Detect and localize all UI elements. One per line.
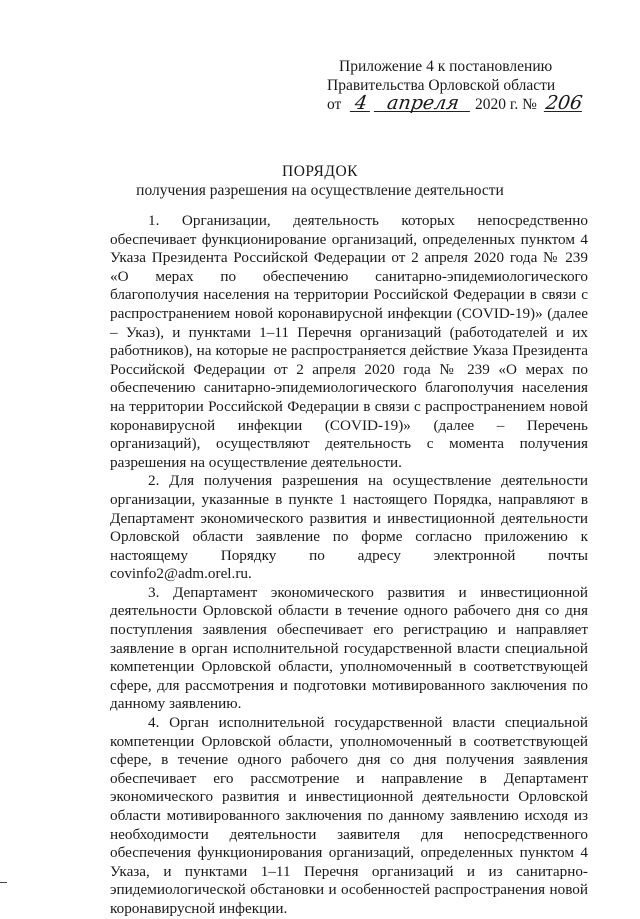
paragraph-2: 2. Для получения разрешения на осуществление деятельности организации, указанные в пункте 1 настоящего Порядка, направляют в Департамент экономического развития и инвестиционной деятельности Орловской области заявление по форме согласно приложению к настоящему Порядку по адресу электронной почты covinfo2@adm.orel.ru. <box>110 472 588 583</box>
document-subtitle: получения разрешения на осуществление деятельности <box>136 182 504 199</box>
scan-margin-mark <box>0 882 7 883</box>
date-year: 2020 <box>474 96 506 113</box>
issuing-authority: Правительства Орловской области <box>327 76 556 94</box>
resolution-date-line <box>327 92 587 115</box>
paragraph-3: 3. Департамент экономического развития и инвестиционной деятельности Орловской области в течение одного рабочего дня со дня поступления заявления обеспечивает его регистрацию и направляет заявление в орган исполнительной государственной власти специальной компетенции Орловской области, уполномоченный в соответствующей сфере, для рассмотрения и подготовки мотивированного заключения по данному заявлению. <box>110 583 588 713</box>
document-title: ПОРЯДОК <box>282 163 358 180</box>
date-prefix: от <box>327 96 342 113</box>
number-prefix: г. № <box>509 96 537 113</box>
paragraph-4: 4. Орган исполнительной государственной власти специальной компетенции Орловской области, уполномоченный в соответствующей сфере, в течение одного рабочего дня со дня получения заявления обеспечивает его рассмотрение и направление в Департамент экономического развития и инвестиционной деятельности Орловской области мотивированного заключения по данному заявлению исходя из необходимости деятельности заявителя для непосредственного обеспечения функционирования организаций, определенных пунктом 4 Указа, и пунктами 1–11 Перечня организаций и из санитарно-эпидемиологической обстановки и особенностей распространения новой коронавирусной инфекции. <box>110 714 588 917</box>
handwritten-day: 4 <box>350 95 372 112</box>
appendix-header <box>327 58 587 115</box>
handwritten-month: апреля <box>374 95 472 112</box>
appendix-reference: Приложение 4 к постановлению <box>339 58 553 75</box>
paragraph-1: 1. Организации, деятельность которых непосредственно обеспечивает функционирование организаций, определенных пунктом 4 Указа Президента Российской Федерации от 2 апреля 2020 года № 239 «О мерах по обеспечению санитарно-эпидемиологического благополучия населения на территории Российской Федерации в связи с распространением новой коронавирусной инфекции (COVID-19)» (далее – Указ), и пунктами 1–11 Перечня организаций (работодателей и их работников), на которые не распространяется действие Указа Президента Российской Федерации от 2 апреля 2020 года № 239 «О мерах по обеспечению санитарно-эпидемиологического благополучия населения на территории Российской Федерации в связи с распространением новой коронавирусной инфекции (COVID-19)» (далее – Перечень организаций), осуществляют деятельность с момента получения разрешения на осуществление деятельности. <box>110 212 588 471</box>
handwritten-number: 206 <box>544 92 584 114</box>
document-body <box>110 212 588 919</box>
